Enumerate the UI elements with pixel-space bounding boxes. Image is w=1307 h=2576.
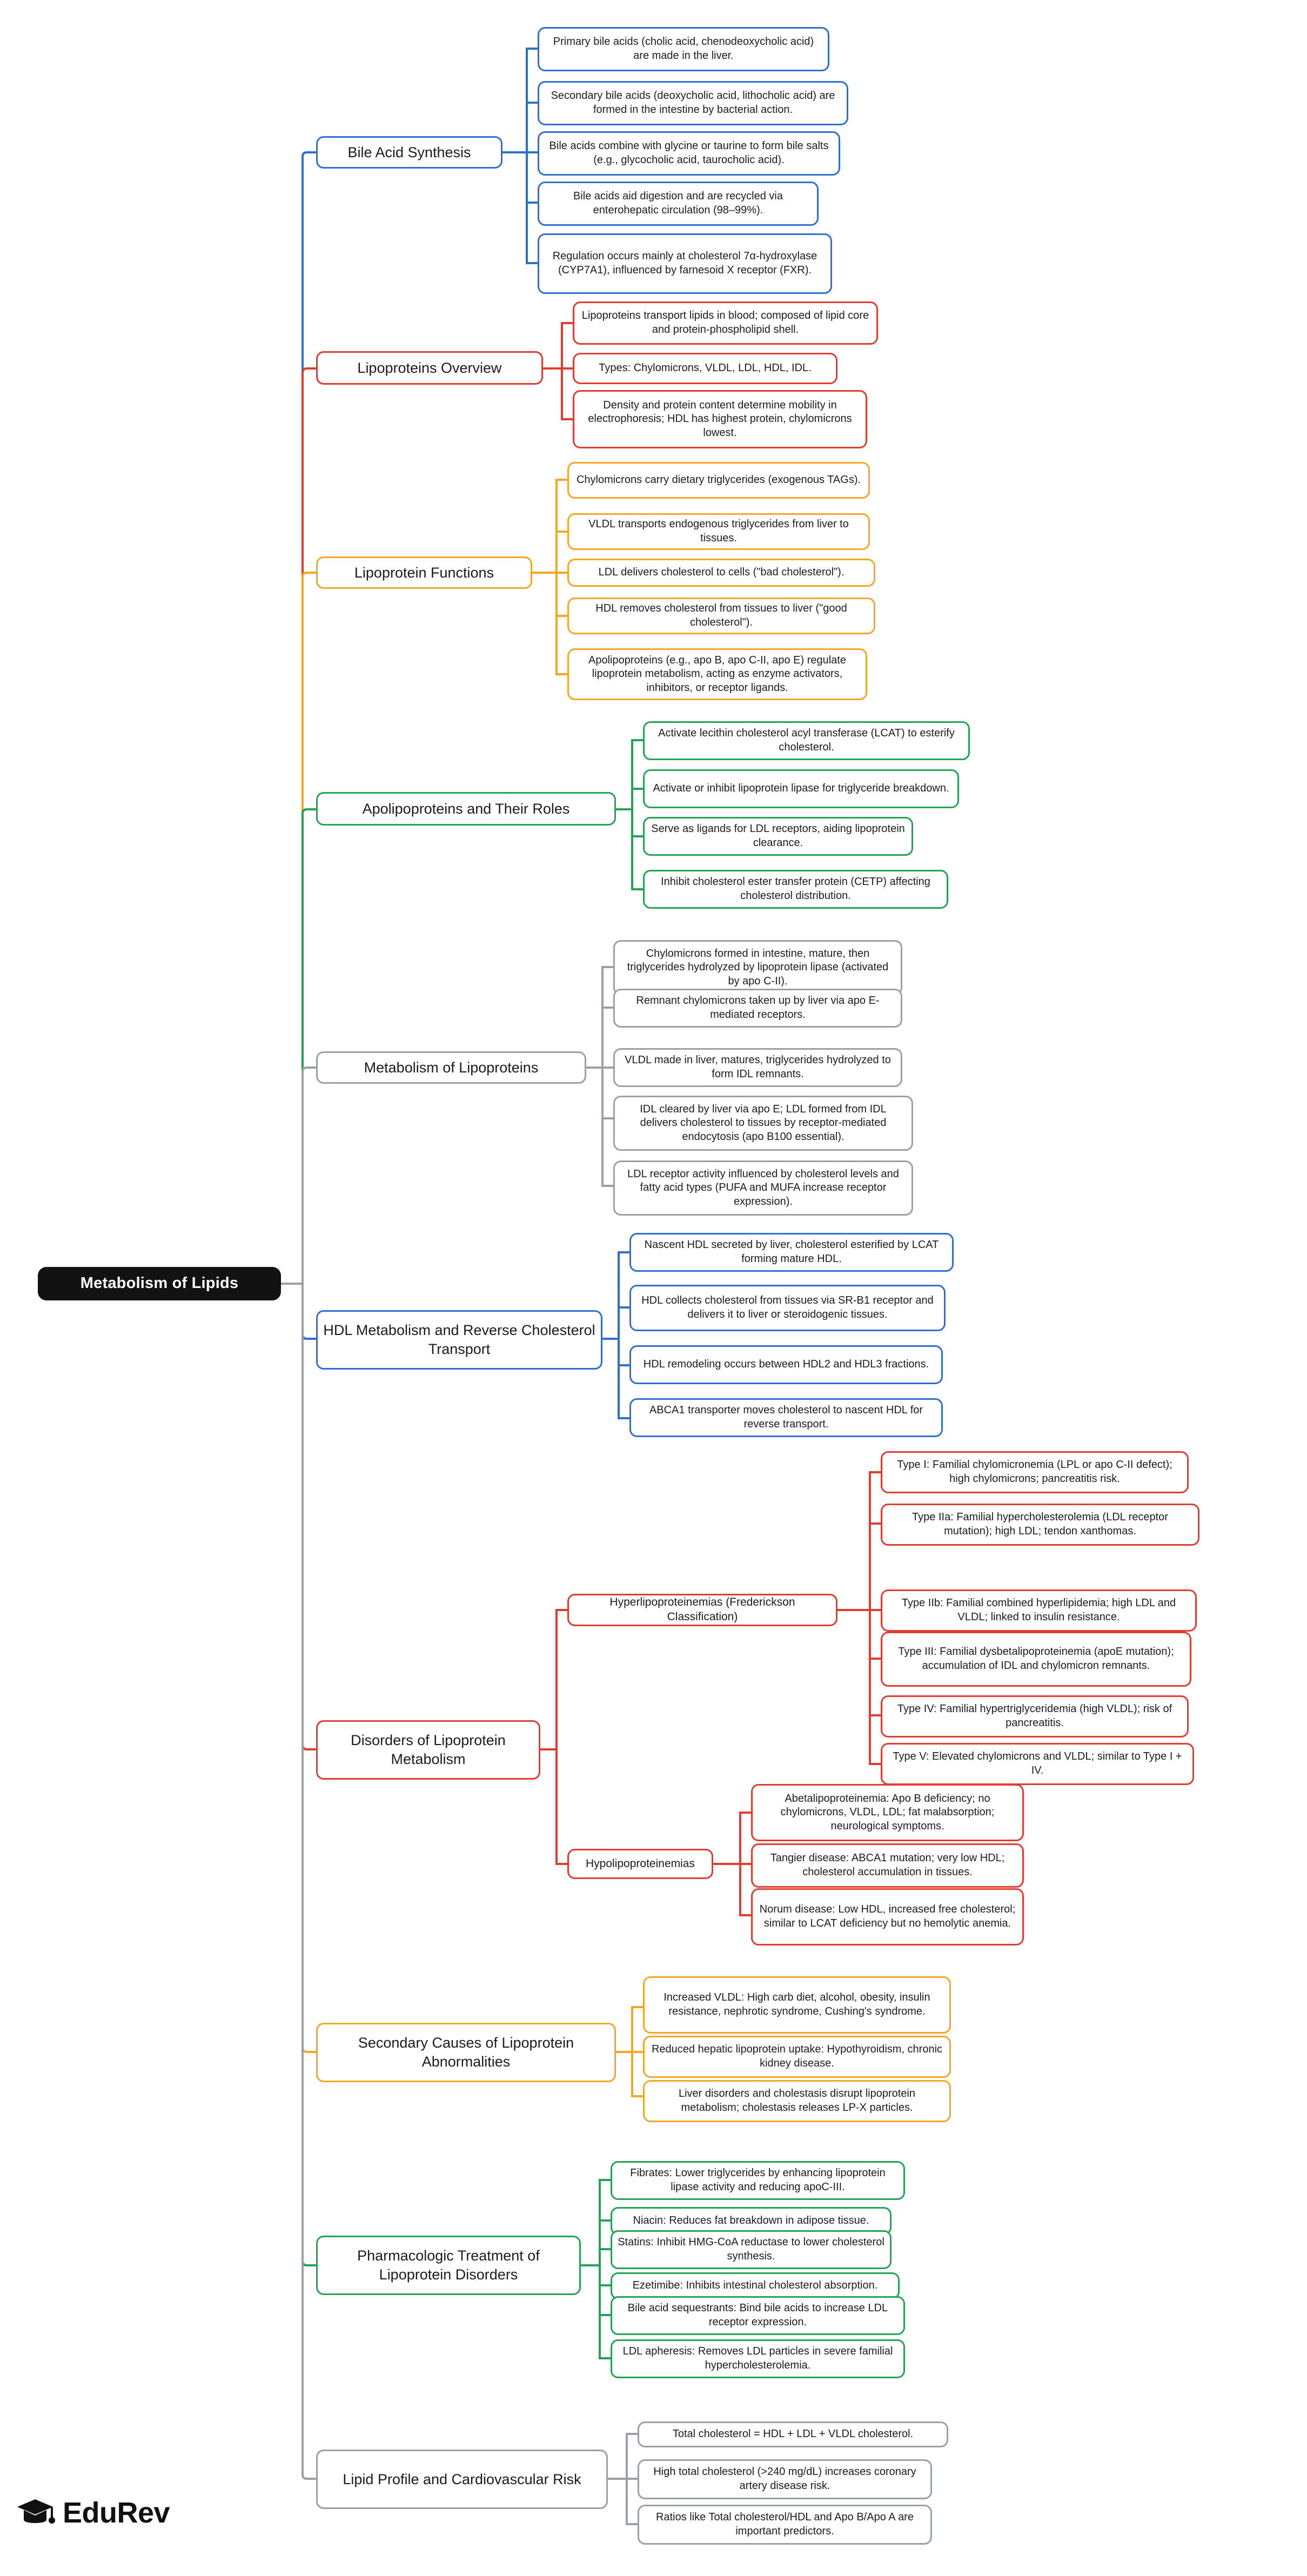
leaf-bile-acid-4[interactable]: Bile acids aid digestion and are recycled via enterohepatic circulation (98–99%). [538, 182, 819, 226]
leaf-hdl-4[interactable]: ABCA1 transporter moves cholesterol to nascent HDL for reverse transport. [629, 1398, 943, 1437]
leaf-hypo-norum-disease[interactable]: Norum disease: Low HDL, increased free cholesterol; similar to LCAT deficiency but no hemolytic anemia. [751, 1888, 1024, 1946]
leaf-apo-1[interactable]: Activate lecithin cholesterol acyl transferase (LCAT) to esterify cholesterol. [643, 721, 970, 760]
subgroup-hypolipoproteinemias[interactable]: Hypolipoproteinemias [567, 1849, 713, 1879]
branch-apolipoproteins[interactable]: Apolipoproteins and Their Roles [316, 792, 616, 826]
leaf-pharm-niacin[interactable]: Niacin: Reduces fat breakdown in adipose tissue. [611, 2207, 892, 2235]
leaf-pharm-fibrates[interactable]: Fibrates: Lower triglycerides by enhancing lipoprotein lipase activity and reducing apoC-III. [611, 2161, 905, 2200]
leaf-pharm-bile-acid-sequestrants[interactable]: Bile acid sequestrants: Bind bile acids to increase LDL receptor expression. [611, 2296, 905, 2335]
leaf-bile-acid-2[interactable]: Secondary bile acids (deoxycholic acid, lithocholic acid) are formed in the intestine by bacterial action. [538, 81, 848, 125]
leaf-overview-2[interactable]: Types: Chylomicrons, VLDL, LDL, HDL, IDL. [573, 353, 837, 384]
leaf-hyper-type-2a[interactable]: Type IIa: Familial hypercholesterolemia (LDL receptor mutation); high LDL; tendon xanthomas. [881, 1504, 1199, 1546]
branch-lipid-profile-cardiovascular-risk[interactable]: Lipid Profile and Cardiovascular Risk [316, 2450, 608, 2509]
branch-metabolism-of-lipoproteins[interactable]: Metabolism of Lipoproteins [316, 1051, 586, 1084]
leaf-hyper-type-2b[interactable]: Type IIb: Familial combined hyperlipidemia; high LDL and VLDL; linked to insulin resistance. [881, 1589, 1197, 1632]
edurev-logo[interactable] [15, 2496, 170, 2530]
leaf-secondary-2[interactable]: Reduced hepatic lipoprotein uptake: Hypothyroidism, chronic kidney disease. [643, 2036, 951, 2078]
branch-bile-acid-synthesis[interactable]: Bile Acid Synthesis [316, 136, 502, 169]
leaf-secondary-1[interactable]: Increased VLDL: High carb diet, alcohol, obesity, insulin resistance, nephrotic syndrome, Cushing's syndrome. [643, 1976, 951, 2034]
leaf-hdl-3[interactable]: HDL remodeling occurs between HDL2 and HDL3 fractions. [629, 1345, 943, 1384]
leaf-lipid-profile-3[interactable]: Ratios like Total cholesterol/HDL and Apo B/Apo A are important predictors. [638, 2505, 932, 2545]
leaf-bile-acid-5[interactable]: Regulation occurs mainly at cholesterol 7α-hydroxylase (CYP7A1), influenced by farnesoid X receptor (FXR). [538, 233, 832, 294]
leaf-hyper-type-5[interactable]: Type V: Elevated chylomicrons and VLDL; similar to Type I + IV. [881, 1743, 1194, 1785]
leaf-pharm-ldl-apheresis[interactable]: LDL apheresis: Removes LDL particles in severe familial hypercholesterolemia. [611, 2339, 905, 2378]
branch-pharmacologic-treatment[interactable]: Pharmacologic Treatment of Lipoprotein Disorders [316, 2236, 581, 2295]
leaf-apo-4[interactable]: Inhibit cholesterol ester transfer protein (CETP) affecting cholesterol distribution. [643, 870, 948, 909]
branch-hdl-metabolism[interactable]: HDL Metabolism and Reverse Cholesterol Transport [316, 1310, 602, 1370]
leaf-pharm-ezetimibe[interactable]: Ezetimibe: Inhibits intestinal cholesterol absorption. [611, 2272, 900, 2299]
leaf-overview-1[interactable]: Lipoproteins transport lipids in blood; composed of lipid core and protein-phospholipid shell. [573, 301, 878, 345]
leaf-hyper-type-4[interactable]: Type IV: Familial hypertriglyceridemia (high VLDL); risk of pancreatitis. [881, 1695, 1189, 1738]
branch-lipoprotein-functions[interactable]: Lipoprotein Functions [316, 556, 532, 589]
root-node[interactable]: Metabolism of Lipids [38, 1267, 281, 1300]
leaf-apo-3[interactable]: Serve as ligands for LDL receptors, aiding lipoprotein clearance. [643, 817, 913, 856]
leaf-metab-1[interactable]: Chylomicrons formed in intestine, mature, then triglycerides hydrolyzed by lipoprotein lipase (activated by apo C-II). [613, 940, 902, 995]
leaf-pharm-statins[interactable]: Statins: Inhibit HMG-CoA reductase to lower cholesterol synthesis. [611, 2230, 892, 2269]
leaf-function-4[interactable]: HDL removes cholesterol from tissues to liver ("good cholesterol"). [567, 598, 875, 634]
leaf-overview-3[interactable]: Density and protein content determine mobility in electrophoresis; HDL has highest protein, chylomicrons lowest. [573, 390, 867, 448]
leaf-lipid-profile-2[interactable]: High total cholesterol (>240 mg/dL) increases coronary artery disease risk. [638, 2459, 932, 2499]
leaf-secondary-3[interactable]: Liver disorders and cholestasis disrupt lipoprotein metabolism; cholestasis releases LP-X particles. [643, 2080, 951, 2122]
leaf-hdl-1[interactable]: Nascent HDL secreted by liver, cholesterol esterified by LCAT forming mature HDL. [629, 1233, 954, 1272]
branch-secondary-causes[interactable]: Secondary Causes of Lipoprotein Abnormalities [316, 2023, 616, 2082]
leaf-metab-4[interactable]: IDL cleared by liver via apo E; LDL formed from IDL delivers cholesterol to tissues by receptor-mediated endocytosis (apo B100 essential). [613, 1096, 913, 1151]
leaf-apo-2[interactable]: Activate or inhibit lipoprotein lipase for triglyceride breakdown. [643, 769, 959, 808]
graduation-cap-icon [15, 2496, 55, 2530]
edurev-wordmark: EduRev [63, 2497, 170, 2529]
leaf-function-2[interactable]: VLDL transports endogenous triglycerides from liver to tissues. [567, 513, 870, 550]
leaf-function-1[interactable]: Chylomicrons carry dietary triglycerides (exogenous TAGs). [567, 462, 870, 499]
leaf-bile-acid-1[interactable]: Primary bile acids (cholic acid, chenodeoxycholic acid) are made in the liver. [538, 27, 829, 71]
leaf-lipid-profile-1[interactable]: Total cholesterol = HDL + LDL + VLDL cholesterol. [638, 2421, 948, 2447]
branch-disorders-of-lipoprotein-metabolism[interactable]: Disorders of Lipoprotein Metabolism [316, 1720, 540, 1780]
branch-lipoproteins-overview[interactable]: Lipoproteins Overview [316, 351, 543, 385]
leaf-hyper-type-1[interactable]: Type I: Familial chylomicronemia (LPL or apo C-II defect); high chylomicrons; pancreatitis risk. [881, 1451, 1189, 1493]
leaf-hdl-2[interactable]: HDL collects cholesterol from tissues via SR-B1 receptor and delivers it to liver or steroidogenic tissues. [629, 1285, 946, 1331]
leaf-bile-acid-3[interactable]: Bile acids combine with glycine or taurine to form bile salts (e.g., glycocholic acid, taurocholic acid). [538, 131, 840, 176]
subgroup-hyperlipoproteinemias[interactable]: Hyperlipoproteinemias (Frederickson Classification) [567, 1594, 837, 1626]
leaf-metab-3[interactable]: VLDL made in liver, matures, triglycerides hydrolyzed to form IDL remnants. [613, 1048, 902, 1087]
leaf-function-3[interactable]: LDL delivers cholesterol to cells ("bad cholesterol"). [567, 559, 875, 587]
leaf-function-5[interactable]: Apolipoproteins (e.g., apo B, apo C-II, apo E) regulate lipoprotein metabolism, acting as enzyme activators, inhibitors, or receptor ligands. [567, 648, 867, 700]
leaf-hypo-tangier-disease[interactable]: Tangier disease: ABCA1 mutation; very low HDL; cholesterol accumulation in tissues. [751, 1843, 1024, 1888]
leaf-metab-2[interactable]: Remnant chylomicrons taken up by liver via apo E-mediated receptors. [613, 989, 902, 1028]
leaf-hypo-abetalipoproteinemia[interactable]: Abetalipoproteinemia: Apo B deficiency; no chylomicrons, VLDL, LDL; fat malabsorption; neurological symptoms. [751, 1784, 1024, 1841]
leaf-hyper-type-3[interactable]: Type III: Familial dysbetalipoproteinemia (apoE mutation); accumulation of IDL and chylomicron remnants. [881, 1632, 1191, 1687]
leaf-metab-5[interactable]: LDL receptor activity influenced by cholesterol levels and fatty acid types (PUFA and MUFA increase receptor expression). [613, 1160, 913, 1216]
